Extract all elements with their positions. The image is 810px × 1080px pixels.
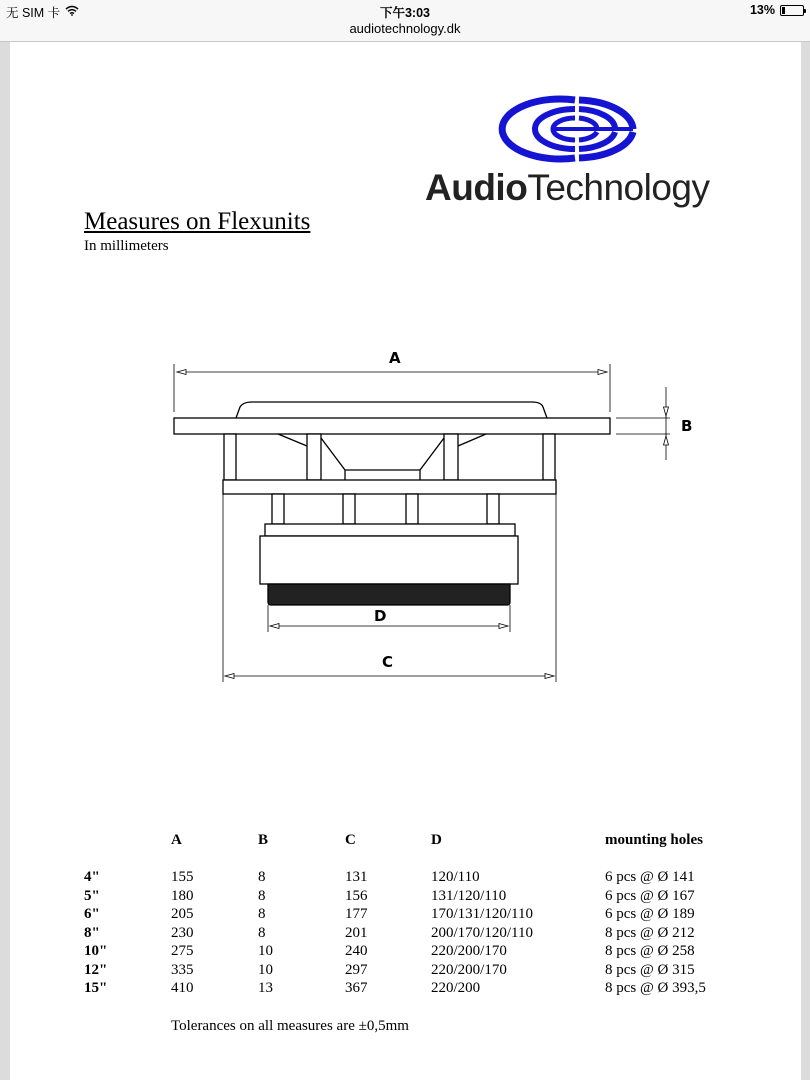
table-cell-size: 10" <box>84 943 108 959</box>
column-header-mounting-holes: mounting holes <box>605 832 703 848</box>
table-cell-a: 155 <box>171 869 194 885</box>
table-cell-holes: 8 pcs @ Ø 212 <box>605 924 695 941</box>
table-cell-holes: 8 pcs @ Ø 315 <box>605 961 695 978</box>
speaker-dimension-diagram <box>10 42 801 742</box>
column-header-c: C <box>345 832 356 848</box>
table-cell-size: 6" <box>84 906 100 922</box>
battery-percent: 13% <box>749 3 775 17</box>
table-cell-a: 180 <box>171 887 194 904</box>
table-cell-size: 8" <box>84 924 100 941</box>
table-cell-b: 10 <box>258 943 273 959</box>
battery-icon <box>780 5 804 16</box>
table-cell-size: 5" <box>84 887 100 904</box>
status-bar <box>0 0 810 22</box>
table-cell-c: 131 <box>345 869 368 885</box>
table-cell-b: 8 <box>258 906 266 922</box>
table-cell-a: 410 <box>171 980 194 996</box>
dimension-label-d: D <box>374 607 387 625</box>
table-cell-a: 275 <box>171 943 194 959</box>
table-cell-d: 120/110 <box>431 869 480 885</box>
table-cell-holes: 8 pcs @ Ø 393,5 <box>605 980 706 996</box>
table-cell-c: 201 <box>345 924 368 941</box>
logo-word-technology: Technology <box>527 167 710 208</box>
table-cell-size: 4" <box>84 869 100 885</box>
table-cell-d: 170/131/120/110 <box>431 906 533 922</box>
table-cell-size: 15" <box>84 980 108 996</box>
address-bar[interactable] <box>0 22 810 42</box>
dimension-label-c: C <box>382 653 394 671</box>
table-cell-b: 8 <box>258 869 266 885</box>
status-right <box>750 3 804 17</box>
battery-level-fill <box>782 7 785 14</box>
table-cell-c: 240 <box>345 943 368 959</box>
tolerance-note: Tolerances on all measures are ±0,5mm <box>171 1018 409 1034</box>
table-cell-size: 12" <box>84 961 108 978</box>
document-title: Measures on Flexunits <box>84 208 311 235</box>
table-cell-holes: 6 pcs @ Ø 141 <box>605 869 695 885</box>
table-cell-c: 297 <box>345 961 368 978</box>
table-cell-d: 220/200/170 <box>431 943 507 959</box>
table-cell-d: 220/200 <box>431 980 481 996</box>
table-cell-holes: 6 pcs @ Ø 189 <box>605 906 695 922</box>
column-header-b: B <box>258 832 269 848</box>
table-cell-b: 13 <box>258 980 273 996</box>
table-cell-b: 10 <box>258 961 273 978</box>
carrier-label: 无 SIM 卡 <box>6 6 61 20</box>
table-cell-d: 220/200/170 <box>431 961 507 978</box>
table-cell-holes: 8 pcs @ Ø 258 <box>605 943 695 959</box>
table-cell-b: 8 <box>258 924 266 941</box>
table-cell-a: 335 <box>171 961 194 978</box>
table-cell-d: 131/120/110 <box>431 887 507 904</box>
table-cell-c: 177 <box>345 906 368 922</box>
logo-word-audio: Audio <box>425 167 528 208</box>
table-cell-c: 156 <box>345 887 368 904</box>
table-cell-a: 205 <box>171 906 194 922</box>
dimension-label-b: B <box>681 417 693 435</box>
dimension-label-a: A <box>389 349 401 367</box>
table-cell-holes: 6 pcs @ Ø 167 <box>605 887 695 904</box>
document-subtitle: In millimeters <box>84 238 169 254</box>
table-cell-d: 200/170/120/110 <box>431 924 533 941</box>
table-cell-b: 8 <box>258 887 266 904</box>
clock: 下午3:03 <box>379 6 431 20</box>
column-header-d: D <box>431 832 442 848</box>
column-header-a: A <box>171 832 182 848</box>
table-cell-a: 230 <box>171 924 194 941</box>
document-page <box>10 42 801 1080</box>
url-domain[interactable]: audiotechnology.dk <box>349 21 461 36</box>
table-cell-c: 367 <box>345 980 368 996</box>
